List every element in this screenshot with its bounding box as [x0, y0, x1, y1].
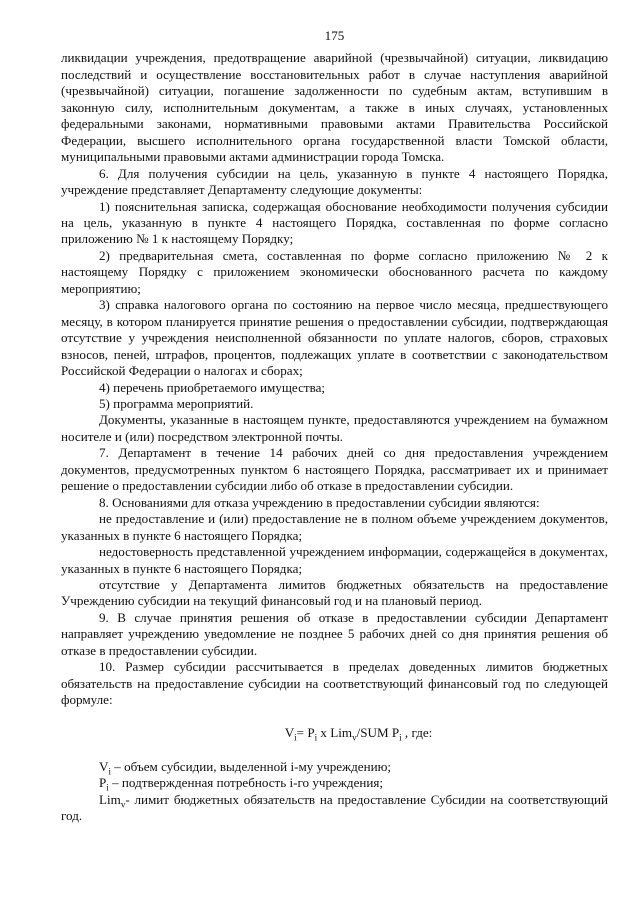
refusal-reason-documents: не предоставление и (или) предоставление не в полном объеме учреждением документов, указанных в пункте 6 настоящего Порядка;: [61, 511, 608, 543]
page-number: 175: [324, 28, 345, 43]
list-item-estimate: 2) предварительная смета, составленная по форме согласно приложению № 2 к настоящему Порядку с приложением экономически обоснованного расчета по каждому мероприятию;: [61, 247, 608, 296]
refusal-reason-no-limits: отсутствие у Департамента лимитов бюджетных обязательств на предоставление Учреждению субсидии на текущий финансовый год и на плановый период.: [61, 576, 608, 609]
definition-v: $V_i$ – объем субсидии, выделенной i-му учреждению;: [99, 759, 392, 777]
paragraph-documents-delivery: Документы, указанные в настоящем пункте, предоставляются учреждением на бумажном носителе и (или) посредством электронной почты.: [61, 412, 608, 444]
list-item-property-list: 4) перечень приобретаемого имущества;: [99, 379, 326, 395]
list-item-program: 5) программа мероприятий.: [99, 395, 254, 411]
paragraph-item-8: 8. Основаниями для отказа учреждению в предоставлении субсидии являются:: [99, 494, 540, 510]
paragraph-item-7: 7. Департамент в течение 14 рабочих дней со дня предоставления учреждением документов, предусмотренных пунктом 6 настоящего Порядка, рассматривает их и принимает решение о предоставлении субсидии либо об отказе в предоставлении субсидии.: [61, 445, 608, 494]
list-item-explanatory-note: 1) пояснительная записка, содержащая обоснование необходимости получения субсидии на цель, указанную в пункте 4 настоящего Порядка, составленная по форме согласно приложению № 1 к настоящему Порядку;: [61, 198, 608, 247]
paragraph-continuation: ликвидации учреждения, предотвращение аварийной (чрезвычайной) ситуации, ликвидацию последствий и осуществление восстановительных работ в случае наступления аварийной (чрезвычайной) ситуации, погашение задолженности по судебным актам, вступившим в законную силу, исполнительным документам, а также в иных случаях, установленных федеральными законами, нормативными правовыми актами Правительства Российской Федерации, высшего исполнительного органа государственной власти Томской области, муниципальными правовыми актами администрации города Томска.: [61, 50, 608, 165]
paragraph-item-6: 6. Для получения субсидии на цель, указанную в пункте 4 настоящего Порядка, учреждение представляет Департаменту следующие документы:: [61, 165, 608, 198]
subsidy-formula: $V_i= P_i$ x Lim$_v$/SUM $P_i$ , где:: [284, 724, 433, 743]
list-item-tax-certificate: 3) справка налогового органа по состоянию на первое число месяца, предшествующего месяцу, в котором планируется принятие решения о предоставлении субсидии, подтверждающая отсутствие у учреждения неисполненной обязанности по уплате налогов, сборов, страховых взносов, пеней, штрафов, процентов, подлежащих уплате в соответствии с законодательством Российской Федерации о налогах и сборах;: [61, 297, 608, 379]
definition-lim: Lim$_v$- лимит бюджетных обязательств на предоставление Субсидии на соответствующий год.: [61, 791, 608, 824]
paragraph-item-10: 10. Размер субсидии рассчитывается в пределах доведенных лимитов бюджетных обязательств на предоставление субсидии на соответствующий финансовый год по следующей формуле:: [61, 659, 608, 708]
paragraph-item-9: 9. В случае принятия решения об отказе в предоставлении субсидии Департамент направляет учреждению уведомление не позднее 5 рабочих дней со дня принятия решения об отказе в предоставлении субсидии.: [61, 609, 608, 658]
refusal-reason-unreliable: недостоверность представленной учреждением информации, содержащейся в документах, указанных в пункте 6 настоящего Порядка;: [61, 544, 608, 576]
definition-p: $P_i$ – подтвержденная потребность i-го учреждения;: [99, 775, 384, 794]
